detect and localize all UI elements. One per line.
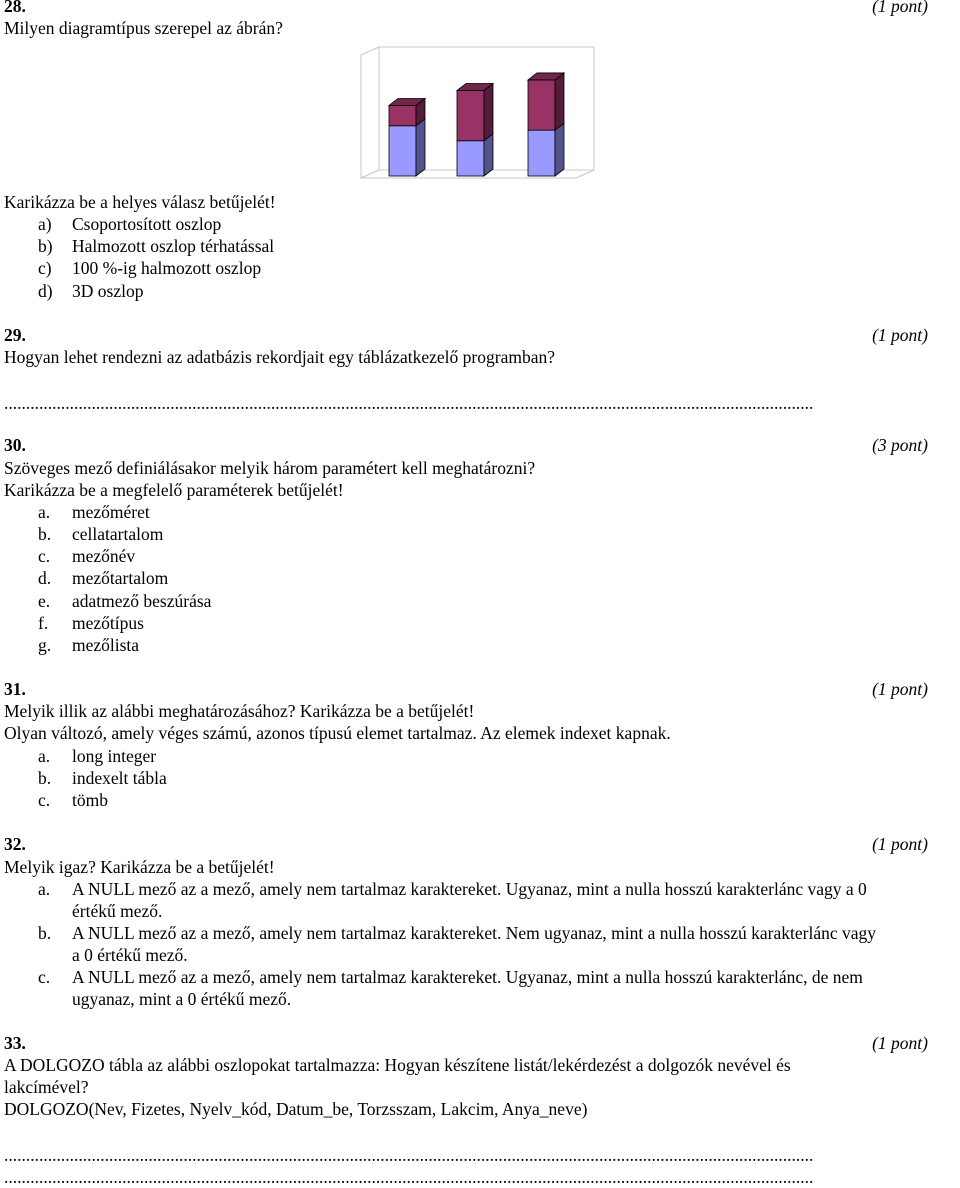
option-text: 3D oszlop bbox=[72, 281, 144, 301]
question-number-31: 31. bbox=[4, 679, 26, 699]
option-label: a) bbox=[38, 214, 52, 234]
bar-segment-side bbox=[416, 119, 425, 176]
option-label: c. bbox=[38, 790, 51, 810]
question-text-33-line1: A DOLGOZO tábla az alábbi oszlopokat tartalmazza: Hogyan készítene listát/lekérdezést a dolgozók nevével és bbox=[4, 1055, 791, 1075]
option-text: Csoportosított oszlop bbox=[72, 214, 222, 234]
question-text-29: Hogyan lehet rendezni az adatbázis rekordjait egy táblázatkezelő programban? bbox=[4, 347, 555, 367]
option-label: d) bbox=[38, 281, 53, 301]
bar-segment bbox=[528, 130, 555, 176]
option-text-line2: a 0 értékű mező. bbox=[72, 945, 188, 965]
option-text: mezőtípus bbox=[72, 613, 144, 633]
option-label: c. bbox=[38, 546, 51, 566]
points-30: (3 pont) bbox=[872, 435, 928, 455]
option-label: a. bbox=[38, 502, 51, 522]
question-number-29: 29. bbox=[4, 325, 26, 345]
question-text-30: Szöveges mező definiálásakor melyik három paramétert kell meghatározni? bbox=[4, 458, 536, 478]
option-text-line2: értékű mező. bbox=[72, 901, 163, 921]
option-text: indexelt tábla bbox=[72, 768, 167, 788]
option-label: b. bbox=[38, 524, 52, 544]
option-text-line1: A NULL mező az a mező, amely nem tartalmaz karaktereket. Ugyanaz, mint a nulla hosszú karakterlánc, de nem bbox=[72, 967, 863, 987]
table-schema: DOLGOZO(Nev, Fizetes, Nyelv_kód, Datum_be, Torzsszam, Lakcim, Anya_neve) bbox=[4, 1099, 588, 1119]
question-text-33-line2: lakcímével? bbox=[4, 1077, 89, 1097]
instruction-28: Karikázza be a helyes válasz betűjelét! bbox=[4, 192, 276, 212]
option-text: tömb bbox=[72, 790, 108, 810]
question-text-32: Melyik igaz? Karikázza be a betűjelét! bbox=[4, 857, 275, 877]
option-text: mezőtartalom bbox=[72, 568, 169, 588]
bar-segment bbox=[389, 105, 416, 125]
points-32: (1 pont) bbox=[872, 834, 928, 854]
option-text: Halmozott oszlop térhatással bbox=[72, 236, 275, 256]
option-label: b) bbox=[38, 236, 53, 256]
option-label: a. bbox=[38, 879, 51, 899]
option-text: 100 %-ig halmozott oszlop bbox=[72, 258, 262, 278]
option-label: g. bbox=[38, 635, 52, 655]
option-text-line1: A NULL mező az a mező, amely nem tartalmaz karaktereket. Ugyanaz, mint a nulla hosszú karakterlánc vagy a 0 bbox=[72, 879, 867, 899]
question-number-30: 30. bbox=[4, 435, 26, 455]
option-label: e. bbox=[38, 591, 51, 611]
option-text-line1: A NULL mező az a mező, amely nem tartalmaz karaktereket. Nem ugyanaz, mint a nulla hosszú karakterlánc vagy bbox=[72, 923, 877, 943]
answer-line-33-2: ......................................................................................................................................................................................... bbox=[4, 1167, 814, 1187]
points-28: (1 pont) bbox=[872, 0, 928, 16]
option-text: long integer bbox=[72, 746, 157, 766]
option-text: mezőlista bbox=[72, 635, 140, 655]
option-text: cellatartalom bbox=[72, 524, 164, 544]
bar-segment bbox=[389, 126, 416, 176]
points-33: (1 pont) bbox=[872, 1033, 928, 1053]
bar-segment bbox=[457, 90, 484, 140]
option-text-line2: ugyanaz, mint a 0 értékű mező. bbox=[72, 989, 292, 1009]
question-text-28: Milyen diagramtípus szerepel az ábrán? bbox=[4, 18, 283, 38]
bar-segment bbox=[457, 141, 484, 176]
option-label: c) bbox=[38, 258, 52, 278]
bar-segment-side bbox=[555, 123, 564, 176]
option-label: b. bbox=[38, 768, 52, 788]
definition-31: Olyan változó, amely véges számú, azonos típusú elemet tartalmaz. Az elemek indexet kapnak. bbox=[4, 723, 671, 743]
bar-segment bbox=[528, 80, 555, 130]
option-text: adatmező beszúrása bbox=[72, 591, 212, 611]
option-text: mezőnév bbox=[72, 546, 136, 566]
points-29: (1 pont) bbox=[872, 325, 928, 345]
points-31: (1 pont) bbox=[872, 679, 928, 699]
stacked-3d-bar-chart bbox=[355, 46, 595, 186]
answer-line-33-1: ......................................................................................................................................................................................... bbox=[4, 1145, 814, 1165]
instruction-30: Karikázza be a megfelelő paraméterek betűjelét! bbox=[4, 480, 344, 500]
question-number-33: 33. bbox=[4, 1033, 26, 1053]
option-label: c. bbox=[38, 967, 51, 987]
option-label: a. bbox=[38, 746, 51, 766]
question-number-32: 32. bbox=[4, 834, 26, 854]
bar-segment-side bbox=[484, 83, 493, 140]
answer-line-29: ......................................................................................................................................................................................... bbox=[4, 393, 814, 413]
chart-side-wall bbox=[361, 47, 379, 178]
question-number-28: 28. bbox=[4, 0, 26, 16]
option-label: f. bbox=[38, 613, 49, 633]
option-label: d. bbox=[38, 568, 52, 588]
option-text: mezőméret bbox=[72, 502, 150, 522]
question-text-31: Melyik illik az alábbi meghatározásához? Karikázza be a betűjelét! bbox=[4, 701, 475, 721]
bar-segment-side bbox=[555, 73, 564, 130]
option-label: b. bbox=[38, 923, 52, 943]
